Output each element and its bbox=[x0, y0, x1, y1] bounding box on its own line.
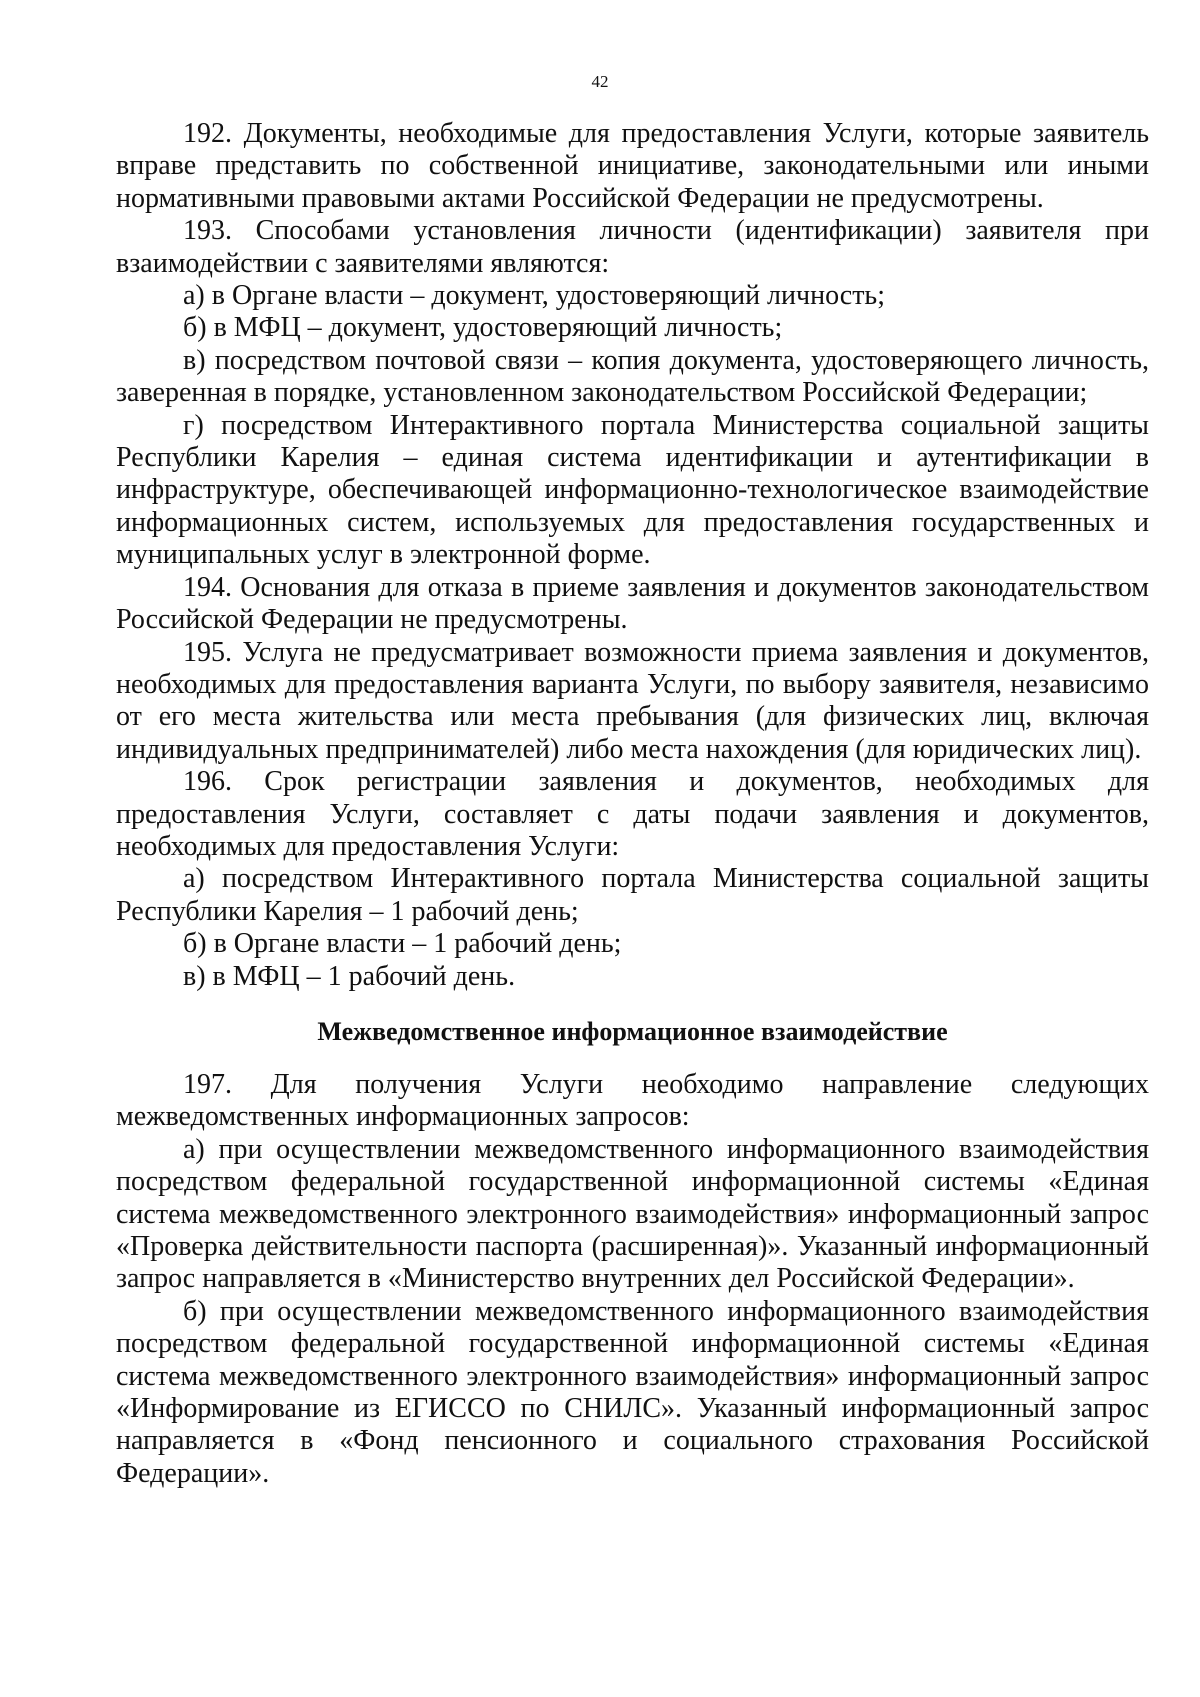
paragraph-197: 197. Для получения Услуги необходимо направление следующих межведомственных информационных запросов: bbox=[116, 1068, 1149, 1133]
section-heading: Межведомственное информационное взаимодействие bbox=[317, 1016, 948, 1046]
paragraph-195: 195. Услуга не предусматривает возможности приема заявления и документов, необходимых для предоставления варианта Услуги, по выбору заявителя, независимо от его места жительства или места пребывания (для физических лиц, включая индивидуальных предпринимателей) либо места нахождения (для юридических лиц). bbox=[116, 636, 1149, 765]
paragraph-193-b: б) в МФЦ – документ, удостоверяющий личность; bbox=[183, 312, 783, 344]
paragraph-196-b: б) в Органе власти – 1 рабочий день; bbox=[183, 928, 622, 960]
paragraph-197-a: а) при осуществлении межведомственного информационного взаимодействия посредством федеральной государственной информационной системы «Единая система межведомственного электронного взаимодействия» информационный запрос «Проверка действительности паспорта (расширенная)». Указанный информационный запрос направляется в «Министерство внутренних дел Российской Федерации». bbox=[116, 1133, 1149, 1295]
paragraph-193-v: в) посредством почтовой связи – копия документа, удостоверяющего личность, заверенная в порядке, установленном законодательством Российской Федерации; bbox=[116, 344, 1149, 409]
paragraph-196-a: а) посредством Интерактивного портала Министерства социальной защиты Республики Карелия – 1 рабочий день; bbox=[116, 863, 1149, 927]
paragraph-196-v: в) в МФЦ – 1 рабочий день. bbox=[183, 960, 516, 992]
document-body bbox=[116, 118, 1149, 1490]
paragraph-194: 194. Основания для отказа в приеме заявления и документов законодательством Российской Федерации не предусмотрены. bbox=[116, 571, 1149, 636]
paragraph-193-g: г) посредством Интерактивного портала Министерства социальной защиты Республики Карелия – единая система идентификации и аутентификации в инфраструктуре, обеспечивающей информационно-технологическое взаимодействие информационных систем, используемых для предоставления государственных и муниципальных услуг в электронной форме. bbox=[116, 409, 1149, 571]
paragraph-193-a: а) в Органе власти – документ, удостоверяющий личность; bbox=[183, 280, 885, 312]
paragraph-193: 193. Способами установления личности (идентификации) заявителя при взаимодействии с заявителями являются: bbox=[116, 215, 1149, 279]
paragraph-196: 196. Срок регистрации заявления и документов, необходимых для предоставления Услуги, составляет с даты подачи заявления и документов, необходимых для предоставления Услуги: bbox=[116, 766, 1149, 862]
page-number: 42 bbox=[591, 72, 609, 91]
paragraph-192: 192. Документы, необходимые для предоставления Услуги, которые заявитель вправе представить по собственной инициативе, законодательными или иными нормативными правовыми актами Российской Федерации не предусмотрены. bbox=[116, 118, 1149, 214]
paragraph-197-b: б) при осуществлении межведомственного информационного взаимодействия посредством федеральной государственной информационной системы «Единая система межведомственного электронного взаимодействия» информационный запрос «Информирование из ЕГИССО по СНИЛС». Указанный информационный запрос направляется в «Фонд пенсионного и социального страхования Российской Федерации». bbox=[116, 1295, 1149, 1489]
